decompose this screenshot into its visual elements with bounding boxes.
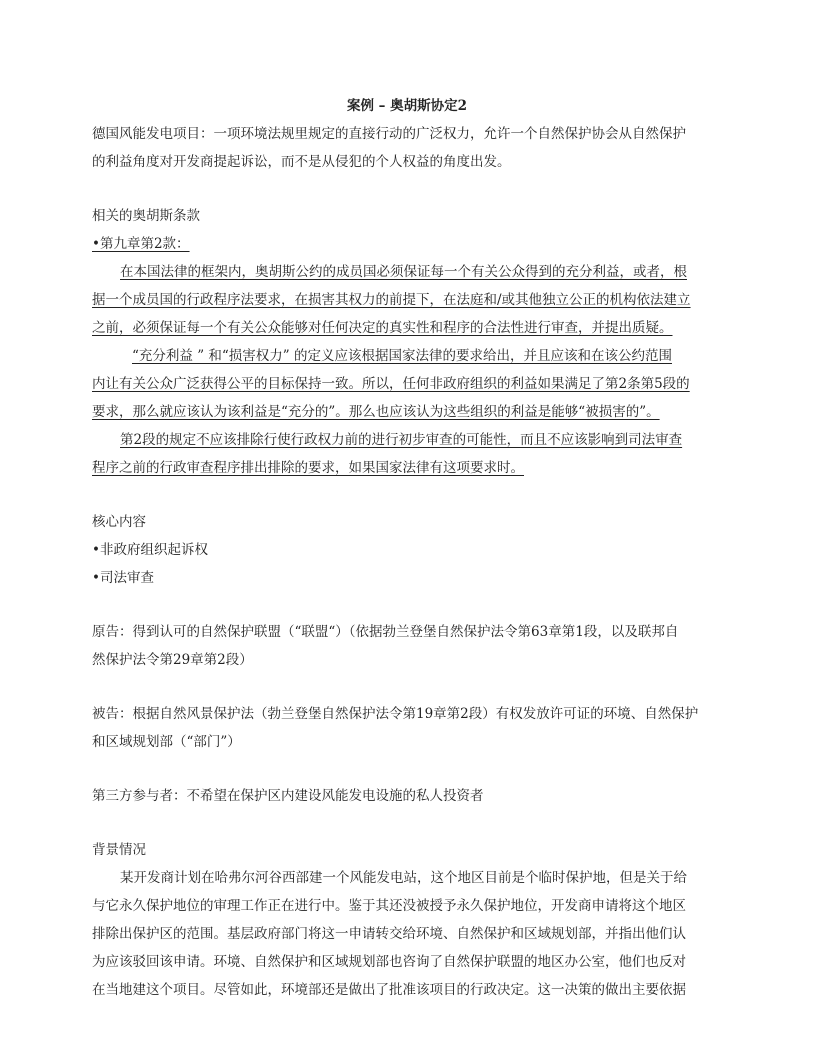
- aarhus-article-bullet: •第九章第2款：: [92, 236, 190, 252]
- third-party-line: 第三方参与者：不希望在保护区内建设风能发电设施的私人投资者: [92, 788, 484, 804]
- background-line: 与它永久保护地位的审理工作正在进行中。鉴于其还没被授予永久保护地位，开发商申请将这个地区: [92, 898, 686, 914]
- defendant-line: 和区域规划部（“部门”）: [92, 734, 241, 750]
- plaintiff-line: 然保护法令第29章第2段）: [92, 652, 253, 668]
- core-heading: 核心内容: [92, 514, 146, 530]
- aarhus-paragraph-line: “充分利益 ” 和“损害权力” 的定义应该根据国家法律的要求给出，并且应该和在该公约范围: [132, 348, 672, 364]
- aarhus-paragraph-line: 内让有关公众广泛获得公平的目标保持一致。所以，任何非政府组织的利益如果满足了第2条第5段的: [92, 376, 690, 392]
- aarhus-paragraph-line: 据一个成员国的行政程序法要求，在损害其权力的前提下，在法庭和/或其他独立公正的机构依法建立: [92, 292, 691, 308]
- intro-line: 的利益角度对开发商提起诉讼，而不是从侵犯的个人权益的角度出发。: [92, 154, 511, 170]
- background-line: 某开发商计划在哈弗尔河谷西部建一个风能发电站，这个地区目前是个临时保护地，但是关于给: [120, 870, 687, 886]
- aarhus-heading: 相关的奥胡斯条款: [92, 208, 200, 224]
- plaintiff-line: 原告：得到认可的自然保护联盟（“联盟“）（依据勃兰登堡自然保护法令第63章第1段，以及联邦自: [92, 624, 679, 640]
- background-line: 为应该驳回该申请。环境、自然保护和区域规划部也咨询了自然保护联盟的地区办公室，他们也反对: [92, 954, 686, 970]
- core-item: •司法审查: [92, 570, 154, 586]
- defendant-line: 被告：根据自然风景保护法（勃兰登堡自然保护法令第19章第2段）有权发放许可证的环境、自然保护: [92, 706, 699, 722]
- background-heading: 背景情况: [92, 842, 146, 858]
- intro-line: 德国风能发电项目：一项环境法规里规定的直接行动的广泛权力，允许一个自然保护协会从自然保护: [92, 126, 686, 142]
- aarhus-paragraph-line: 在本国法律的框架内，奥胡斯公约的成员国必须保证每一个有关公众得到的充分利益，或者，根: [120, 264, 687, 280]
- document-title: 案例 – 奥胡斯协定2: [346, 98, 468, 114]
- background-line: 在当地建这个项目。尽管如此，环境部还是做出了批准该项目的行政决定。这一决策的做出主要依据: [92, 982, 686, 998]
- aarhus-paragraph-line: 要求，那么就应该认为该利益是“充分的”。那么也应该认为这些组织的利益是能够“被损害的”。: [92, 404, 660, 420]
- document-page: [92, 92, 722, 1004]
- aarhus-paragraph-line: 之前，必须保证每一个有关公众能够对任何决定的真实性和程序的合法性进行审查，并提出质疑。: [92, 320, 673, 336]
- background-line: 排除出保护区的范围。基层政府部门将这一申请转交给环境、自然保护和区域规划部，并指出他们认: [92, 926, 686, 942]
- core-item: •非政府组织起诉权: [92, 542, 208, 558]
- aarhus-paragraph-line: 第2段的规定不应该排除行使行政权力前的进行初步审查的可能性，而且不应该影响到司法审查: [120, 432, 683, 448]
- aarhus-paragraph-line: 程序之前的行政审查程序排出排除的要求，如果国家法律有这项要求时。: [92, 460, 524, 476]
